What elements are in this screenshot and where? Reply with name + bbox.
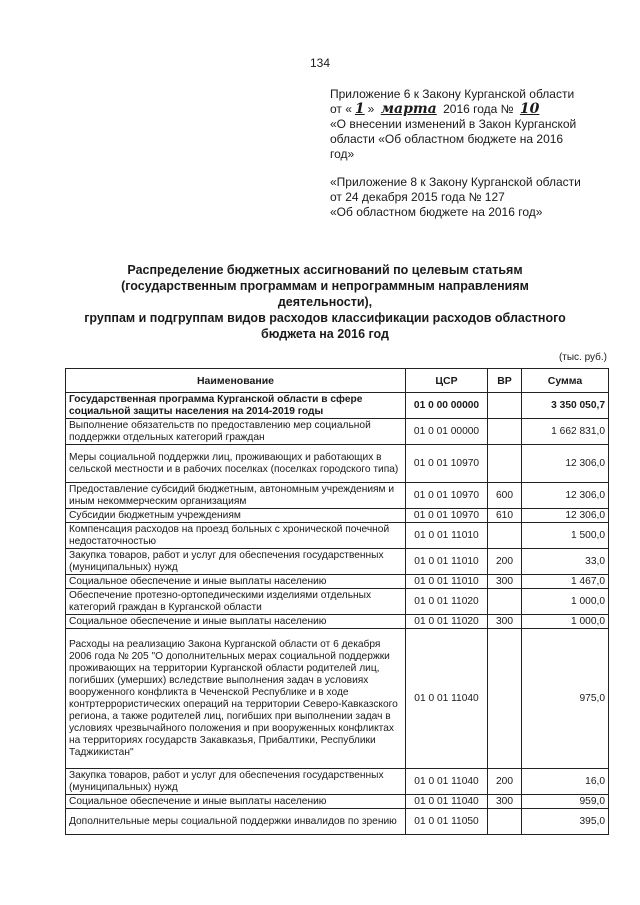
cell-sum: 12 306,0 — [522, 445, 609, 483]
cell-sum: 3 350 050,7 — [522, 393, 609, 419]
cell-vr — [488, 809, 522, 835]
header-name: Наименование — [66, 369, 406, 393]
cell-sum: 12 306,0 — [522, 483, 609, 509]
cell-vr — [488, 445, 522, 483]
cell-vr: 300 — [488, 795, 522, 809]
cell-sum: 1 662 831,0 — [522, 419, 609, 445]
table-row — [66, 809, 609, 835]
cell-name: Обеспечение протезно-ортопедическими изделиями отдельных категорий граждан в Курганской области — [66, 589, 406, 615]
cell-name: Предоставление субсидий бюджетным, автономным учреждениям и иным некоммерческим организациям — [66, 483, 406, 509]
header-csr: ЦСР — [406, 369, 488, 393]
table-row — [66, 445, 609, 483]
cell-sum: 975,0 — [522, 629, 609, 769]
table-row — [66, 483, 609, 509]
cell-sum: 12 306,0 — [522, 509, 609, 523]
handwritten-number: 10 — [519, 101, 540, 117]
cell-vr — [488, 419, 522, 445]
table-row — [66, 549, 609, 575]
cell-sum: 959,0 — [522, 795, 609, 809]
cell-name: Социальное обеспечение и иные выплаты населению — [66, 575, 406, 589]
cell-vr: 300 — [488, 575, 522, 589]
date-mid: » — [367, 102, 375, 116]
cell-name: Расходы на реализацию Закона Курганской области от 6 декабря 2006 года № 205 "О дополнительных мерах социальной поддержки проживающих на территории Курганской области родителей лиц, погибших (умерших) вследствие выполнения задач в условиях вооруженного конфликта в Чеченской Республике и в ходе контртеррористических операций на территории Северо-Кавказского региона, а также родителей лиц, погибших при выполнении задач в условиях чрезвычайного положения и при вооруженных конфликтах на территориях государств Закавказья, Прибалтики, Республики Таджикистан" — [66, 629, 406, 769]
cell-sum: 1 500,0 — [522, 523, 609, 549]
title-line1: Распределение бюджетных ассигнований по целевым статьям — [127, 263, 523, 277]
appendix-6-header — [330, 87, 620, 162]
cell-name: Государственная программа Курганской области в сфере социальной защиты населения на 2014-2019 годы — [66, 393, 406, 419]
cell-name: Меры социальной поддержки лиц, проживающих и работающих в сельской местности и в рабочих поселках (поселках городского типа) — [66, 445, 406, 483]
cell-sum: 395,0 — [522, 809, 609, 835]
appendix-6-date-line — [330, 102, 620, 117]
table-row — [66, 393, 609, 419]
cell-csr: 01 0 01 11050 — [406, 809, 488, 835]
table-row — [66, 509, 609, 523]
title-line2: (государственным программам и непрограммным направлениям деятельности), — [121, 279, 529, 309]
cell-name: Дополнительные меры социальной поддержки инвалидов по зрению — [66, 809, 406, 835]
cell-name: Компенсация расходов на проезд больных с хронической почечной недостаточностью — [66, 523, 406, 549]
cell-vr — [488, 589, 522, 615]
appendix-6-line4: области «Об областном бюджете на 2016 — [330, 132, 564, 146]
cell-csr: 01 0 01 10970 — [406, 445, 488, 483]
handwritten-month: марта — [380, 101, 437, 117]
cell-name: Выполнение обязательств по предоставлению мер социальной поддержки отдельных категорий граждан — [66, 419, 406, 445]
table-row — [66, 589, 609, 615]
table-row — [66, 523, 609, 549]
cell-vr — [488, 393, 522, 419]
cell-name: Закупка товаров, работ и услуг для обеспечения государственных (муниципальных) нужд — [66, 769, 406, 795]
header-sum: Сумма — [522, 369, 609, 393]
cell-sum: 16,0 — [522, 769, 609, 795]
title-line4: бюджета на 2016 год — [261, 327, 389, 341]
cell-vr — [488, 523, 522, 549]
appendix-8-line2: от 24 декабря 2015 года № 127 — [330, 190, 505, 204]
table-row — [66, 795, 609, 809]
cell-sum: 33,0 — [522, 549, 609, 575]
table-header-row — [66, 369, 609, 393]
year-text: 2016 года № — [443, 102, 514, 116]
cell-vr: 600 — [488, 483, 522, 509]
table-row — [66, 419, 609, 445]
cell-vr — [488, 629, 522, 769]
units-label: (тыс. руб.) — [558, 352, 607, 363]
cell-vr: 200 — [488, 769, 522, 795]
cell-vr: 300 — [488, 615, 522, 629]
table-row — [66, 629, 609, 769]
appendix-6-line1: Приложение 6 к Закону Курганской области — [330, 87, 575, 101]
appendix-6-line3: «О внесении изменений в Закон Курганской — [330, 117, 577, 131]
document-title — [80, 262, 570, 342]
cell-csr: 01 0 00 00000 — [406, 393, 488, 419]
cell-csr: 01 0 01 11020 — [406, 615, 488, 629]
cell-name: Субсидии бюджетным учреждениям — [66, 509, 406, 523]
appendix-8-header — [330, 175, 620, 220]
cell-csr: 01 0 01 11040 — [406, 629, 488, 769]
cell-name: Социальное обеспечение и иные выплаты населению — [66, 795, 406, 809]
table-row — [66, 769, 609, 795]
header-vr: ВР — [488, 369, 522, 393]
title-line3: группам и подгруппам видов расходов классификации расходов областного — [84, 311, 566, 325]
appendix-8-line1: «Приложение 8 к Закону Курганской области — [330, 175, 581, 189]
table-row — [66, 615, 609, 629]
table-row — [66, 575, 609, 589]
cell-sum: 1 000,0 — [522, 615, 609, 629]
cell-name: Социальное обеспечение и иные выплаты населению — [66, 615, 406, 629]
cell-csr: 01 0 01 11020 — [406, 589, 488, 615]
cell-sum: 1 467,0 — [522, 575, 609, 589]
cell-csr: 01 0 01 10970 — [406, 509, 488, 523]
cell-sum: 1 000,0 — [522, 589, 609, 615]
cell-name: Закупка товаров, работ и услуг для обеспечения государственных (муниципальных) нужд — [66, 549, 406, 575]
appendix-6-line5: год» — [330, 147, 355, 161]
cell-vr: 610 — [488, 509, 522, 523]
cell-csr: 01 0 01 11010 — [406, 549, 488, 575]
page-number: 134 — [309, 56, 331, 70]
cell-csr: 01 0 01 11010 — [406, 523, 488, 549]
table-body — [66, 393, 609, 835]
cell-csr: 01 0 01 11040 — [406, 795, 488, 809]
handwritten-day: 1 — [354, 101, 365, 117]
budget-table — [65, 368, 609, 835]
cell-vr: 200 — [488, 549, 522, 575]
cell-csr: 01 0 01 00000 — [406, 419, 488, 445]
cell-csr: 01 0 01 10970 — [406, 483, 488, 509]
appendix-8-line3: «Об областном бюджете на 2016 год» — [330, 205, 543, 219]
date-prefix: от « — [330, 102, 352, 116]
cell-csr: 01 0 01 11040 — [406, 769, 488, 795]
cell-csr: 01 0 01 11010 — [406, 575, 488, 589]
